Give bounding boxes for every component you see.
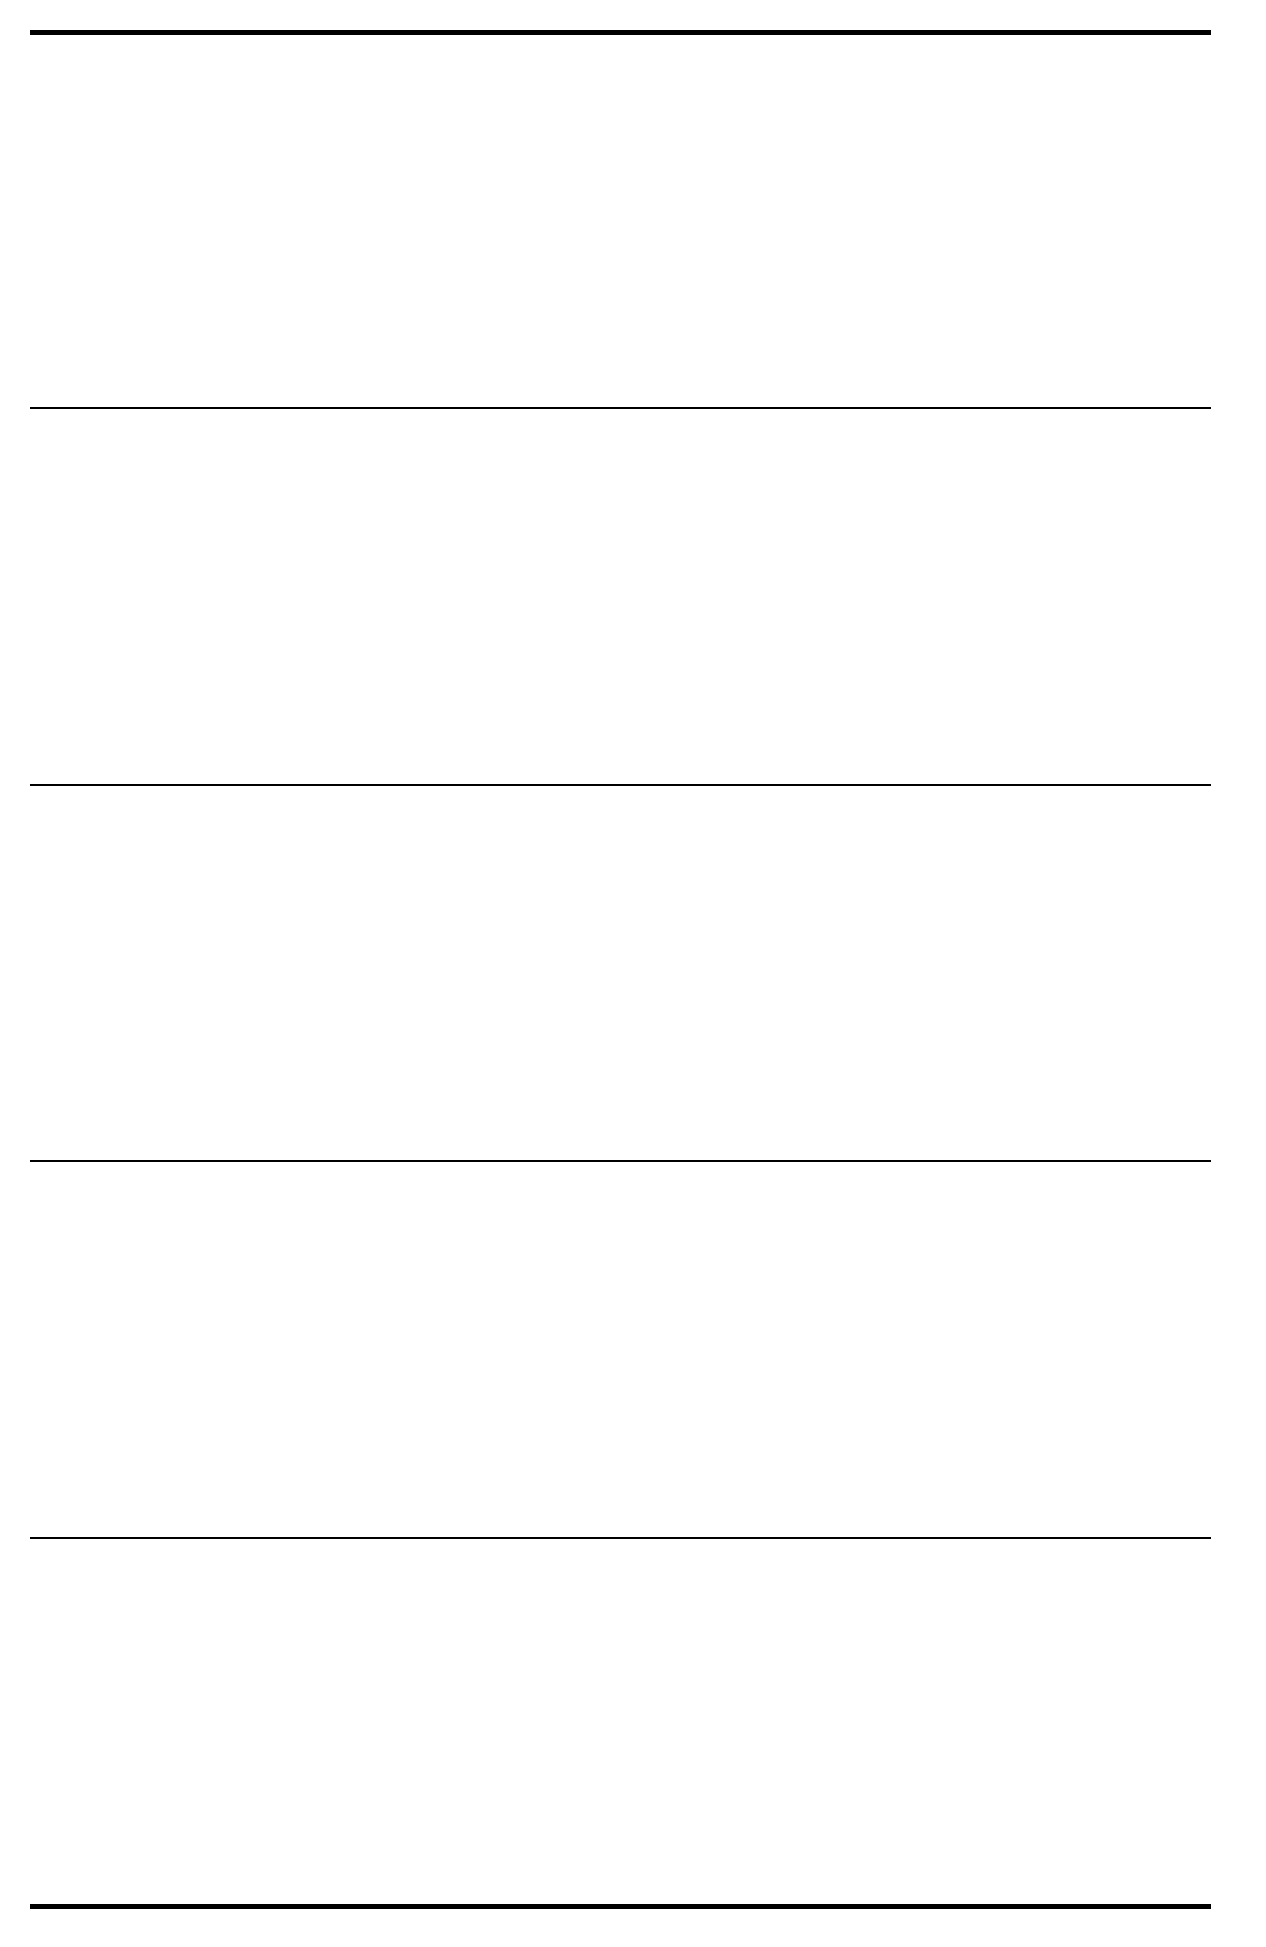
table-row-divider [30, 784, 1211, 786]
table-bottom-rule [30, 1904, 1211, 1909]
table-row-divider [30, 1160, 1211, 1162]
table-row-divider [30, 1537, 1211, 1539]
table-top-rule [30, 30, 1211, 35]
table-row-divider [30, 407, 1211, 409]
